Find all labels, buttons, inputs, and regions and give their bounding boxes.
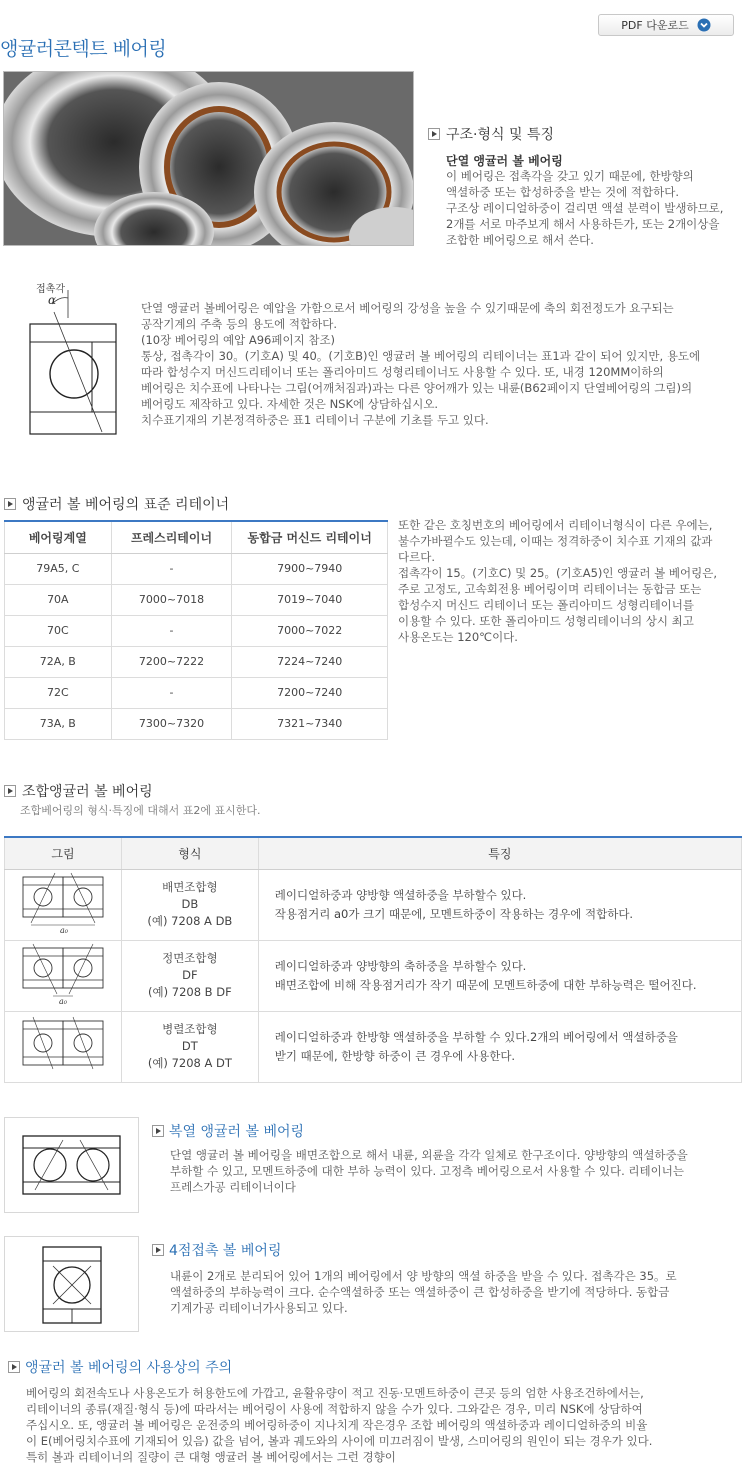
- pdf-download-label: PDF 다운로드: [621, 19, 689, 32]
- structure-text: 이 베어링은 접촉각을 갖고 있기 때문에, 한방향의 액셜하중 또는 합성하중을 받는 것에 적합하다. 구조상 레이디얼하중이 걸리면 액셜 분력이 발생하므로, 2개를 서로 마주보게 해서 사용하든가, 또는 2개이상을 조합한 베어링으로 해서 쓴다.: [446, 169, 724, 247]
- alpha-symbol: α: [48, 293, 57, 307]
- feature-cell: 레이디얼하중과 양방향의 축하중을 부하할수 있다. 배면조합에 비해 작용점거리가 작기 때문에 모멘트하중에 대한 부하능력은 떨어진다.: [258, 940, 741, 1011]
- svg-text:a₀: a₀: [58, 997, 67, 1006]
- combined-caption: 조합베어링의 형식·특징에 대해서 표2에 표시한다.: [20, 804, 261, 817]
- table-row: 73A, B 7300~7320 7321~7340: [5, 708, 388, 739]
- caution-text: 베어링의 회전속도나 사용온도가 허용한도에 가깝고, 윤활유량이 적고 진동·모멘트하중이 큰곳 등의 엄한 사용조건하에서는, 리테이너의 종류(재질·형식 등)에 따라서는 베어링이 사용에 적합하지 않을 수가 있다. 그와같은 경우, 미리 NSK에 상담하여 주십시오. 또, 앵귤러 볼 베어링은 운전중의 베어링하중이 지나치게 작은경우 조합 베어링의 액셜하중과 레이디얼하중의 비율 이 E(베어링치수표에 기재되어 있음) 값을 넘어, 볼과 궤도와의 사이에 미끄러짐이 발생, 스미어링의 원인이 되는 경우가 있다. 특히 볼과 리테이너의 질량이 큰 대형 앵귤러 볼 베어링에서는 그런 경향이: [26, 1386, 653, 1464]
- retainer-note: 또한 같은 호칭번호의 베어링에서 리테이너형식이 다른 우에는, 불수가바뀔수도 있는데, 이때는 정격하중이 치수표 기재의 값과 다르다. 접촉각이 15。(기호C) 및 25。(기호A5)인 앵귤러 볼 베어링은, 주로 고정도, 고속회전용 베어링이며 리테이너는 동합금 또는 합성수지 머신드 리테이너 또는 폴리아미드 성형리테이너를 이용할 수 있다. 또한 폴리아미드 성형리테이너의 상시 최고 사용온도는 120℃이다.: [398, 518, 717, 644]
- form-cell: 배면조합형 DB (예) 7208 A DB: [121, 869, 258, 940]
- column-header: 형식: [121, 837, 258, 869]
- four-point-heading: 4점접촉 볼 베어링: [152, 1240, 281, 1260]
- column-header: 프레스리테이너: [111, 521, 232, 553]
- double-row-heading: 복열 앵귤러 볼 베어링: [152, 1121, 304, 1141]
- feature-cell: 레이디얼하중과 한방향 액셜하중을 부하할 수 있다.2개의 베어링에서 액셜하중을 받기 때문에, 한방향 하중이 큰 경우에 사용한다.: [258, 1011, 741, 1082]
- caution-heading: 앵귤러 볼 베어링의 사용상의 주의: [8, 1357, 232, 1377]
- retainer-table: [4, 520, 388, 740]
- chevron-down-icon: [697, 18, 711, 32]
- combined-heading: 조합앵귤러 볼 베어링: [4, 781, 153, 801]
- dt-figure: [5, 1011, 122, 1082]
- four-point-figure: [4, 1236, 139, 1332]
- table-row: 79A5, C - 7900~7940: [5, 553, 388, 584]
- column-header: 동합금 머신드 리테이너: [232, 521, 388, 553]
- retainer-heading: 앵귤러 볼 베어링의 표준 리테이너: [4, 494, 229, 514]
- bearing-photo: [3, 71, 414, 246]
- four-point-text: 내륜이 2개로 분리되어 있어 1개의 베어링에서 양 방향의 액셜 하중을 받을 수 있다. 접촉각은 35。로 액셜하중의 부하능력이 크다. 순수액셜하중 또는 액셜하중이 큰 합성하중을 받기에 적당하다. 동합금 기계가공 리테이너가사용되고 있다.: [170, 1269, 677, 1315]
- table-row: [5, 940, 742, 1011]
- column-header: 베어링계열: [5, 521, 112, 553]
- table-row: 72A, B 7200~7222 7224~7240: [5, 646, 388, 677]
- table-row: [5, 1011, 742, 1082]
- table-row: [5, 869, 742, 940]
- table-row: 72C - 7200~7240: [5, 677, 388, 708]
- contact-angle-diagram: [22, 282, 132, 442]
- arrow-icon: [8, 1361, 20, 1373]
- double-row-figure: [4, 1117, 139, 1213]
- contact-angle-label: 접촉각: [36, 284, 65, 295]
- structure-heading: 구조·형식 및 특징: [428, 124, 554, 144]
- table-row: 70C - 7000~7022: [5, 615, 388, 646]
- structure-subheading: 단열 앵귤러 볼 베어링: [446, 154, 563, 168]
- double-row-text: 단열 앵귤러 볼 베어링을 배면조합으로 해서 내륜, 외륜을 각각 일체로 한구조이다. 양방향의 액셜하중을 부하할 수 있고, 모멘트하중에 대한 부하 능력이 있다. 고정측 베어링으로서 사용할 수 있다. 리테이너는 프레스가공 리테이너이다: [170, 1148, 688, 1194]
- arrow-icon: [152, 1244, 164, 1256]
- arrow-icon: [4, 498, 16, 510]
- db-figure: [5, 869, 122, 940]
- arrow-icon: [428, 128, 440, 140]
- column-header: 그림: [5, 837, 122, 869]
- form-cell: 정면조합형 DF (예) 7208 B DF: [121, 940, 258, 1011]
- table-row: 70A 7000~7018 7019~7040: [5, 584, 388, 615]
- arrow-icon: [4, 785, 16, 797]
- page-title: 앵귤러콘텍트 베어링: [0, 38, 167, 60]
- feature-cell: 레이디얼하중과 양방향 액셜하중을 부하할수 있다. 작용점거리 a0가 크기 때문에, 모멘트하중이 작용하는 경우에 적합하다.: [258, 869, 741, 940]
- form-cell: 병렬조합형 DT (예) 7208 A DT: [121, 1011, 258, 1082]
- svg-text:a₀: a₀: [59, 926, 68, 935]
- df-figure: [5, 940, 122, 1011]
- contact-angle-text: 단열 앵귤러 볼베어링은 예압을 가함으로서 베어링의 강성을 높을 수 있기때문에 축의 회전정도가 요구되는 공작기계의 주축 등의 용도에 적합하다. (10장 베어링의 예압 A96페이지 참조) 통상, 접촉각이 30。(기호A) 및 40。(기호B)인 앵귤러 볼 베어링의 리테이너는 표1과 같이 되어 있지만, 용도에 따라 합성수지 머신드리테이너 또는 폴리아미드 성형리테이너도 사용할 수 있다. 또, 내경 120MM이하의 베어링은 치수표에 나타나는 그림(어깨처짐과)과는 다른 양어깨가 있는 내륜(B62페이지 단열베어링의 그림)의 베어링도 제작하고 있다. 자세한 것은 NSK에 상담하십시오. 치수표기재의 기본정격하중은 표1 리테이너 구분에 기초를 두고 있다.: [141, 301, 701, 427]
- arrow-icon: [152, 1125, 164, 1137]
- combined-table: [4, 836, 742, 1083]
- column-header: 특징: [258, 837, 741, 869]
- pdf-download-button[interactable]: [598, 14, 734, 36]
